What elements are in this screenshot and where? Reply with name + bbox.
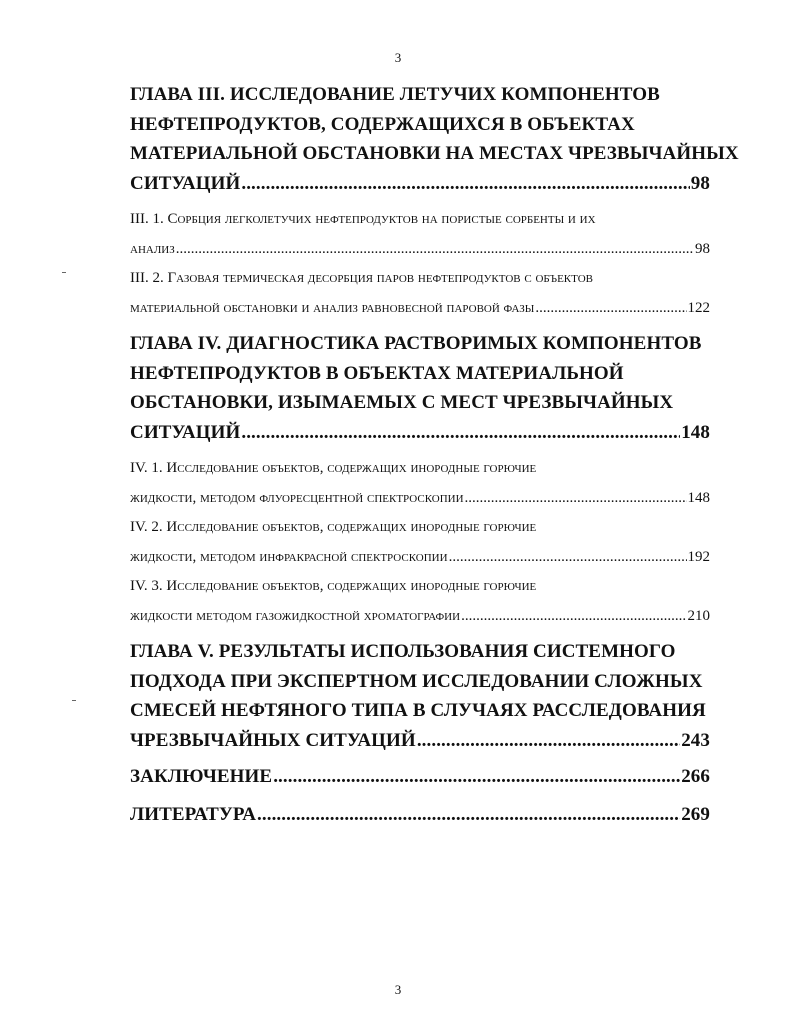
page-number-top: 3 [394, 50, 402, 65]
chapter-title-line: ПОДХОДА ПРИ ЭКСПЕРТНОМ ИССЛЕДОВАНИИ СЛОЖНЫХ [130, 670, 703, 692]
chapter-title-line: СМЕСЕЙ НЕФТЯНОГО ТИПА В СЛУЧАЯХ РАССЛЕДОВАНИЯ [130, 700, 706, 721]
toc-entry-last-line [130, 169, 710, 199]
chapter-title-line: ОБСТАНОВКИ, ИЗЫМАЕМЫХ С МЕСТ ЧРЕЗВЫЧАЙНЫХ [130, 392, 674, 413]
section-title-line: IV. 3. Исследование объектов, содержащих инородные горючие [130, 578, 537, 594]
chapter-title-line: МАТЕРИАЛЬНОЙ ОБСТАНОВКИ НА МЕСТАХ ЧРЕЗВЫЧАЙНЫХ [130, 143, 739, 164]
section-title-line: III. 1. Сорбция легколетучих нефтепродуктов на пористые сорбенты и их [130, 211, 596, 227]
section-title-line: материальной обстановки и анализ равновесной паровой фазы [130, 299, 535, 316]
section-title-line: анализ [130, 240, 175, 257]
toc-section-4-1[interactable] [130, 454, 710, 513]
dot-leader [273, 762, 680, 792]
page-ref: 210 [687, 607, 710, 624]
section-title-line: IV. 1. Исследование объектов, содержащих инородные горючие [130, 460, 537, 476]
literature-title: ЛИТЕРАТУРА [130, 803, 257, 825]
toc-section-3-2[interactable] [130, 264, 710, 323]
toc-entry-last-line [130, 235, 710, 265]
margin-mark [72, 700, 76, 701]
chapter-title-line: СИТУАЦИЙ [130, 172, 241, 194]
chapter-title-line: НЕФТЕПРОДУКТОВ, СОДЕРЖАЩИХСЯ В ОБЪЕКТАХ [130, 113, 635, 135]
chapter-title-line: СИТУАЦИЙ [130, 421, 241, 443]
toc-entry-last-line [130, 294, 710, 324]
toc-chapter-5[interactable] [130, 637, 710, 755]
dot-leader [461, 602, 686, 632]
toc-entry-last-line [130, 602, 710, 632]
toc-section-4-3[interactable] [130, 572, 710, 631]
page-ref: 148 [681, 421, 710, 443]
dot-leader [449, 543, 687, 573]
page-ref: 243 [681, 729, 710, 751]
chapter-title-line: ГЛАВА III. ИССЛЕДОВАНИЕ ЛЕТУЧИХ КОМПОНЕНТОВ [130, 84, 660, 105]
chapter-title-line: ЧРЕЗВЫЧАЙНЫХ СИТУАЦИЙ [130, 729, 416, 751]
toc-entry-last-line [130, 543, 710, 573]
toc-section-4-2[interactable] [130, 513, 710, 572]
dot-leader [417, 726, 680, 756]
dot-leader [176, 235, 694, 265]
toc-entry-last-line [130, 800, 710, 830]
toc-conclusion[interactable] [130, 762, 710, 792]
page-number-bottom: 3 [394, 982, 402, 997]
chapter-title-line: ГЛАВА IV. ДИАГНОСТИКА РАСТВОРИМЫХ КОМПОНЕНТОВ [130, 333, 702, 354]
toc-section-3-1[interactable] [130, 205, 710, 264]
toc-chapter-3[interactable] [130, 80, 739, 198]
page-ref: 269 [681, 803, 710, 825]
dot-leader [535, 294, 686, 324]
page-ref: 122 [687, 299, 710, 316]
toc-literature[interactable] [130, 800, 710, 830]
toc-entry-last-line [130, 418, 710, 448]
conclusion-title: ЗАКЛЮЧЕНИЕ [130, 766, 273, 787]
page-ref: 98 [690, 172, 710, 194]
chapter-title-line: НЕФТЕПРОДУКТОВ В ОБЪЕКТАХ МАТЕРИАЛЬНОЙ [130, 362, 624, 384]
margin-mark [62, 272, 66, 273]
dot-leader [241, 169, 689, 199]
dot-leader [241, 418, 680, 448]
section-title-line: жидкости, методом инфракрасной спектроскопии [130, 548, 448, 565]
section-title-line: жидкости, методом флуоресцентной спектроскопии [130, 489, 464, 506]
table-of-contents [130, 80, 739, 829]
section-title-line: IV. 2. Исследование объектов, содержащих инородные горючие [130, 519, 537, 535]
section-title-line: жидкости методом газожидкостной хроматографии [130, 607, 461, 624]
section-title-line: III. 2. Газовая термическая десорбция паров нефтепродуктов с объектов [130, 270, 593, 286]
dot-leader [465, 484, 687, 514]
page-ref: 98 [695, 240, 710, 257]
page-ref: 148 [687, 489, 710, 506]
toc-entry-last-line [130, 484, 710, 514]
dot-leader [257, 800, 680, 830]
toc-chapter-4[interactable] [130, 329, 710, 447]
toc-entry-last-line [130, 762, 710, 792]
page-ref: 192 [687, 548, 710, 565]
page-ref: 266 [681, 766, 710, 787]
chapter-title-line: ГЛАВА V. РЕЗУЛЬТАТЫ ИСПОЛЬЗОВАНИЯ СИСТЕМНОГО [130, 641, 676, 662]
toc-entry-last-line [130, 726, 710, 756]
